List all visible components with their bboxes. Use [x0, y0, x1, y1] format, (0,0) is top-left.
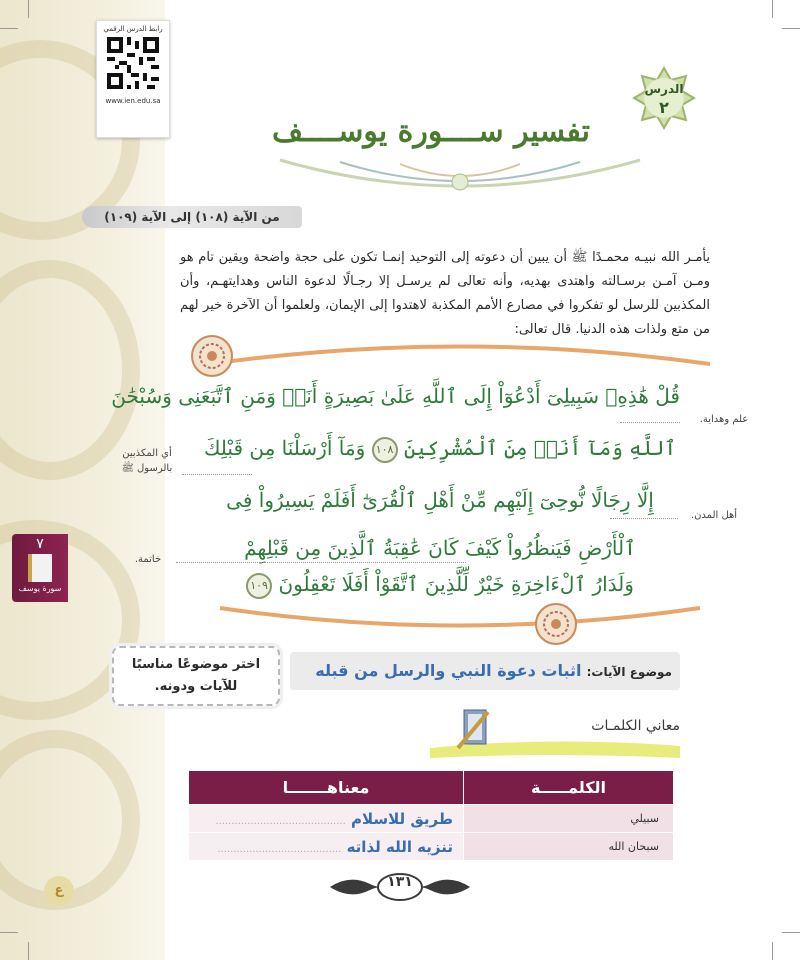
word-cell: سبيلي: [464, 805, 674, 833]
verse-line-2a: ٱللَّهِ وَمَآ أَنَا۠ مِنَ ٱلْمُشْرِكِينَ: [403, 436, 677, 460]
meaning-answer: طريق للاسلام: [351, 809, 453, 828]
qr-code-card[interactable]: [96, 20, 170, 138]
activity-box: [112, 646, 280, 706]
book-icon: [28, 554, 52, 582]
note-rijal: أي المكذبين بالرسول ﷺ: [121, 448, 173, 474]
verse-line-5-text: وَلَدَارُ ٱلْءَاخِرَةِ خَيْرٌ لِّلَّذِينَ ٱتَّقَوْاْ أَفَلَا تَعْقِلُونَ: [278, 572, 634, 596]
pen-book-icon: [450, 704, 500, 754]
ayah-marker-109: ١٠٩: [246, 573, 272, 599]
dotted-fill: .......................................: [217, 843, 342, 855]
note-qura: أهل المدن.: [690, 510, 738, 521]
chapter-label: سورة يوسف: [18, 584, 62, 593]
bottom-arc: [200, 598, 720, 638]
word-cell: سبحان الله: [464, 833, 674, 861]
title-ornament: [270, 152, 650, 202]
lesson-label: الدرس: [644, 82, 684, 96]
lesson-number: ٢: [659, 98, 669, 117]
meanings-title: معاني الكلمـات: [591, 718, 680, 734]
rosette-icon: [190, 334, 234, 378]
activity-line-1: اختر موضوعًا مناسبًا: [131, 657, 261, 672]
verse-line-4: ٱلْأَرْضِ فَيَنظُرُواْ كَيْفَ كَانَ عَٰقِبَةُ ٱلَّذِينَ مِن قَبْلِهِمْ: [244, 536, 636, 560]
rosette-icon: [534, 602, 578, 646]
top-arc: [190, 334, 730, 374]
footer-logo-icon: ع: [44, 876, 74, 906]
ayah-marker-108: ١٠٨: [372, 437, 398, 463]
meaning-cell[interactable]: [189, 833, 464, 861]
table-row: [189, 805, 674, 833]
topic-bar: [290, 652, 680, 690]
lesson-badge: [632, 66, 696, 130]
qr-url[interactable]: www.ien.edu.sa: [105, 97, 161, 105]
verse-line-2b: وَمَآ أَرْسَلْنَا مِن قَبْلِكَ: [203, 436, 366, 460]
page-title: تفسير ســــورة يوســــف: [272, 114, 590, 149]
vocabulary-table: [188, 770, 674, 861]
chapter-number: ٧: [36, 536, 44, 552]
verse-range: من الآية (١٠٨) إلى الآية (١٠٩): [82, 206, 302, 228]
meaning-cell[interactable]: [189, 805, 464, 833]
dotted-fill: .........................................: [215, 815, 346, 827]
qr-code-icon: [107, 37, 159, 89]
chapter-tab[interactable]: [12, 534, 68, 602]
verse-line-3: إِلَّا رِجَالًا نُّوحِىٓ إِلَيْهِم مِّنْ أَهْلِ ٱلْقُرَىٰٓ أَفَلَمْ يَسِيرُواْ فِى: [226, 488, 654, 512]
topic-label: موضوع الآيات:: [586, 665, 672, 679]
verse-line-1: قُلْ هَٰذِهِۦ سَبِيلِىٓ أَدْعُوٓاْ إِلَى ٱللَّهِ عَلَىٰ بَصِيرَةٍ أَنَا۠ وَمَنِ ٱتَّبَعَنِى وَسُبْحَٰنَ: [111, 384, 680, 408]
column-header-word: الكلمـــــة: [464, 771, 674, 805]
page-number: ١٣١: [387, 874, 413, 890]
verse-line-2: [200, 436, 680, 463]
intro-paragraph: يأمـر الله نبيـه محمـدًا ﷺ أن يبين أن دعوته إلى التوحيد إنمـا تكون على حجة واضحة ويقين تام هو ومـن آمـن برسـالته واهتدى بهديه، وأنه تعالى لم يرسـل إلا رجـالًا لدعوة الناس وهدايتهـم، وأن المكذبين للرسل لو تفكروا في مصارع الأمم المكذبة لاهتدوا إلى الإيمان، ولعلموا أن الآخرة خير لهم من متع ولذات هذه الدنيا. قال تعالى:: [180, 250, 710, 337]
qr-label: رابط الدرس الرقمي: [103, 25, 163, 33]
verse-line-5: [200, 572, 680, 599]
activity-line-2: للآيات ودونه.: [154, 679, 238, 694]
column-header-meaning: معناهـــــــا: [189, 771, 464, 805]
table-row: [189, 833, 674, 861]
note-basira: علم وهداية.: [699, 414, 749, 425]
meaning-answer: تنزيه الله لذاته: [346, 837, 453, 856]
decorative-band: [0, 0, 165, 960]
note-aqiba: خاتمة.: [134, 554, 162, 565]
topic-answer[interactable]: اثبات دعوة النبي والرسل من قبله: [315, 661, 582, 680]
